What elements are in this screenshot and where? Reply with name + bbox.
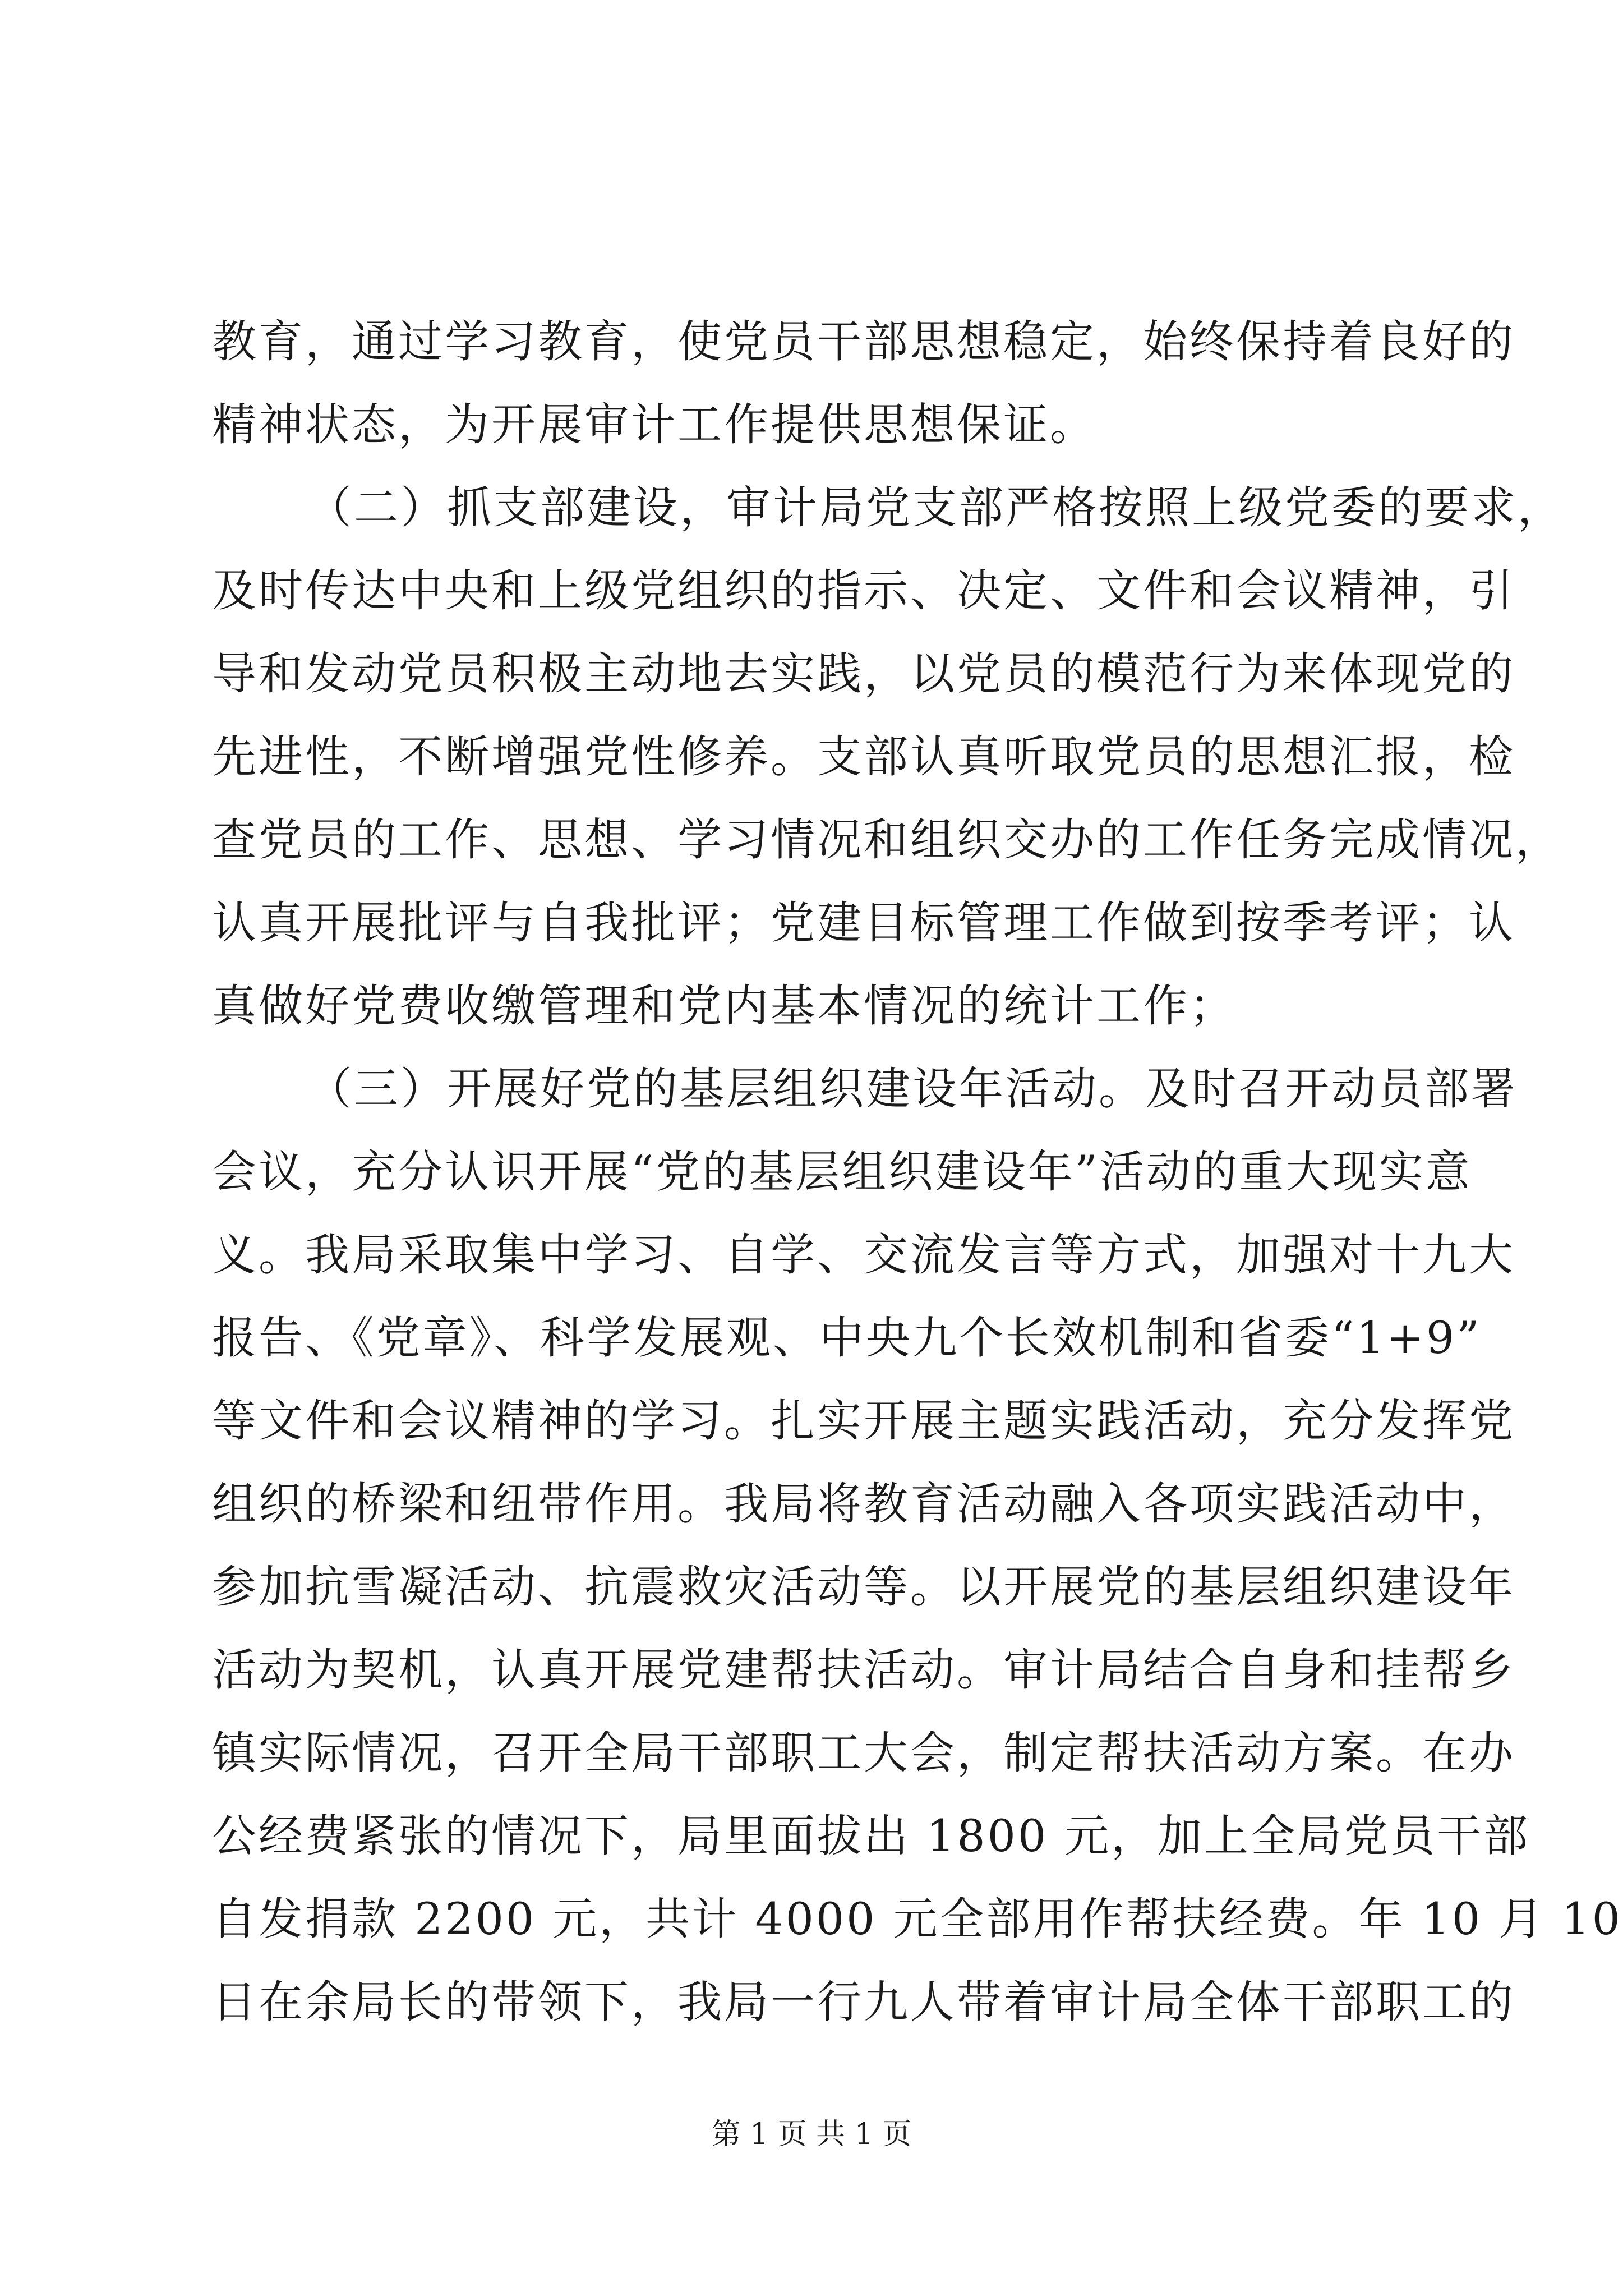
text-line: 会议，充分认识开展“党的基层组织建设年”活动的重大现实意 bbox=[212, 1146, 1472, 1198]
text-line: 镇实际情况，召开全局干部职工大会，制定帮扶活动方案。在办 bbox=[212, 1727, 1515, 1779]
text-line: 活动为契机，认真开展党建帮扶活动。审计局结合自身和挂帮乡 bbox=[212, 1644, 1515, 1696]
text-line: 精神状态，为开展审计工作提供思想保证。 bbox=[212, 399, 1096, 450]
text-line: 先进性，不断增强党性修养。支部认真听取党员的思想汇报，检 bbox=[212, 731, 1515, 783]
text-line: 日在余局长的带领下，我局一行九人带着审计局全体干部职工的 bbox=[212, 1976, 1515, 2028]
text-line: 组织的桥梁和纽带作用。我局将教育活动融入各项实践活动中， bbox=[212, 1478, 1515, 1530]
page-footer: 第 1 页 共 1 页 bbox=[711, 2118, 912, 2151]
text-line: 公经费紧张的情况下，局里面拔出 1800 元，加上全局党员干部 bbox=[212, 1810, 1530, 1862]
text-line: 参加抗雪凝活动、抗震救灾活动等。以开展党的基层组织建设年 bbox=[212, 1561, 1515, 1613]
text-line: 义。我局采取集中学习、自学、交流发言等方式，加强对十九大 bbox=[212, 1229, 1515, 1281]
text-line: 自发捐款 2200 元，共计 4000 元全部用作帮扶经费。年 10 月 10 bbox=[212, 1893, 1622, 1945]
document-body bbox=[212, 300, 1622, 2044]
text-line: 等文件和会议精神的学习。扎实开展主题实践活动，充分发挥党 bbox=[212, 1395, 1515, 1447]
text-line: 认真开展批评与自我批评；党建目标管理工作做到按季考评；认 bbox=[212, 897, 1515, 949]
text-line: 真做好党费收缴管理和党内基本情况的统计工作； bbox=[212, 980, 1236, 1032]
text-line: 查党员的工作、思想、学习情况和组织交办的工作任务完成情况， bbox=[212, 814, 1562, 866]
text-line: 及时传达中央和上级党组织的指示、决定、文件和会议精神，引 bbox=[212, 565, 1515, 616]
text-line: 报告、《党章》、科学发展观、中央九个长效机制和省委“1+9” bbox=[212, 1312, 1482, 1364]
text-line: 教育，通过学习教育，使党员干部思想稳定，始终保持着良好的 bbox=[212, 316, 1515, 367]
text-line: （二）抓支部建设，审计局党支部严格按照上级党委的要求， bbox=[307, 482, 1564, 533]
text-line: （三）开展好党的基层组织建设年活动。及时召开动员部署 bbox=[307, 1063, 1518, 1115]
text-line: 导和发动党员积极主动地去实践，以党员的模范行为来体现党的 bbox=[212, 648, 1515, 700]
